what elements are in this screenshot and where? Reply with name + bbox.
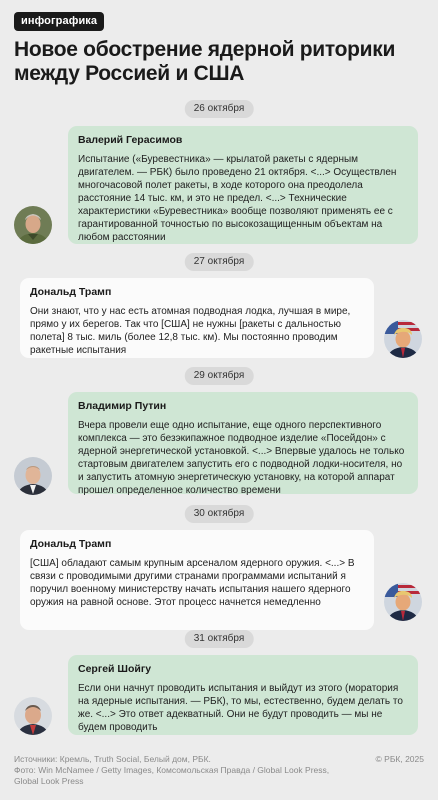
speaker-name: Валерий Герасимов	[78, 134, 183, 146]
message-shoigu	[68, 655, 418, 735]
avatar-putin	[14, 457, 52, 495]
person-icon	[384, 320, 422, 358]
avatar-shoigu	[14, 697, 52, 735]
date-label: 29 октября	[185, 367, 254, 385]
speaker-name: Дональд Трамп	[30, 538, 112, 550]
avatar-trump-1	[384, 320, 422, 358]
message-trump-1	[20, 278, 374, 358]
quote-text: [США] обладают самым крупным арсеналом ядерного оружия. <...> В связи с проводимыми другими странами программами испытаний я поручил военному министерству начать испытания нашего ядерного оружия на равной основе. Этот процесс начнется немедленно	[30, 558, 355, 608]
message-trump-2	[20, 530, 374, 630]
speaker-name: Владимир Путин	[78, 400, 167, 412]
message-gerasimov	[68, 126, 418, 244]
date-label: 26 октября	[185, 100, 254, 118]
speaker-name: Сергей Шойгу	[78, 663, 152, 675]
person-icon	[14, 457, 52, 495]
avatar-trump-2	[384, 583, 422, 621]
quote-text: Испытание («Буревестника» — крылатой ракеты с ядерным двигателем. — РБК) было проведено 21 октября. <...> Осуществлен многочасовой полет ракеты, в ходе которого она преодолела расстояние 14 тыс. км, и это не предел. <...> Технические характеристики «Буревестника» вообще позволяют применять ее с гарантированной точностью по высокозащищенным объектам на любом расстоянии	[78, 154, 397, 243]
footer	[14, 754, 334, 787]
page-title: Новое обострение ядерной риторики между Россией и США	[14, 38, 396, 85]
avatar-gerasimov	[14, 206, 52, 244]
date-label: 27 октября	[185, 253, 254, 271]
sources-text: Источники: Кремль, Truth Social, Белый дом, РБК.	[14, 754, 211, 764]
photo-credits: Фото: Win McNamee / Getty Images, Комсомольская Правда / Global Look Press, Global Look Press	[14, 765, 330, 786]
date-label: 30 октября	[185, 505, 254, 523]
message-putin	[68, 392, 418, 494]
person-icon	[14, 697, 52, 735]
quote-text: Они знают, что у нас есть атомная подводная лодка, лучшая в мире, прямо у их берегов. Так что [США] не нужны [ракеты с дальностью полета] 8 тыс. миль (более 12,8 тыс. км). Мы постоянно проводим ракетные испытания	[30, 306, 351, 356]
person-icon	[384, 583, 422, 621]
category-tag: инфографика	[14, 12, 104, 31]
speaker-name: Дональд Трамп	[30, 286, 112, 298]
person-icon	[14, 206, 52, 244]
quote-text: Если они начнут проводить испытания и выйдут из этого (моратория на ядерные испытания. — РБК), то мы, естественно, будем делать то же. <...> Это ответ адекватный. Они не будут проводить — мы не будем проводить	[78, 683, 403, 733]
quote-text: Вчера провели еще одно испытание, еще одного перспективного комплекса — это безэкипажное подводное изделие «Посейдон» с ядерной энергетической установкой. <...> Впервые удалось не только стартовым двигателем запустить его с подводной лодки-носителя, но и запустить атомную энергетическую установку, на которой аппарат прошел определенное количество времени	[78, 420, 405, 496]
date-label: 31 октября	[185, 630, 254, 648]
copyright: © РБК, 2025	[375, 754, 424, 764]
